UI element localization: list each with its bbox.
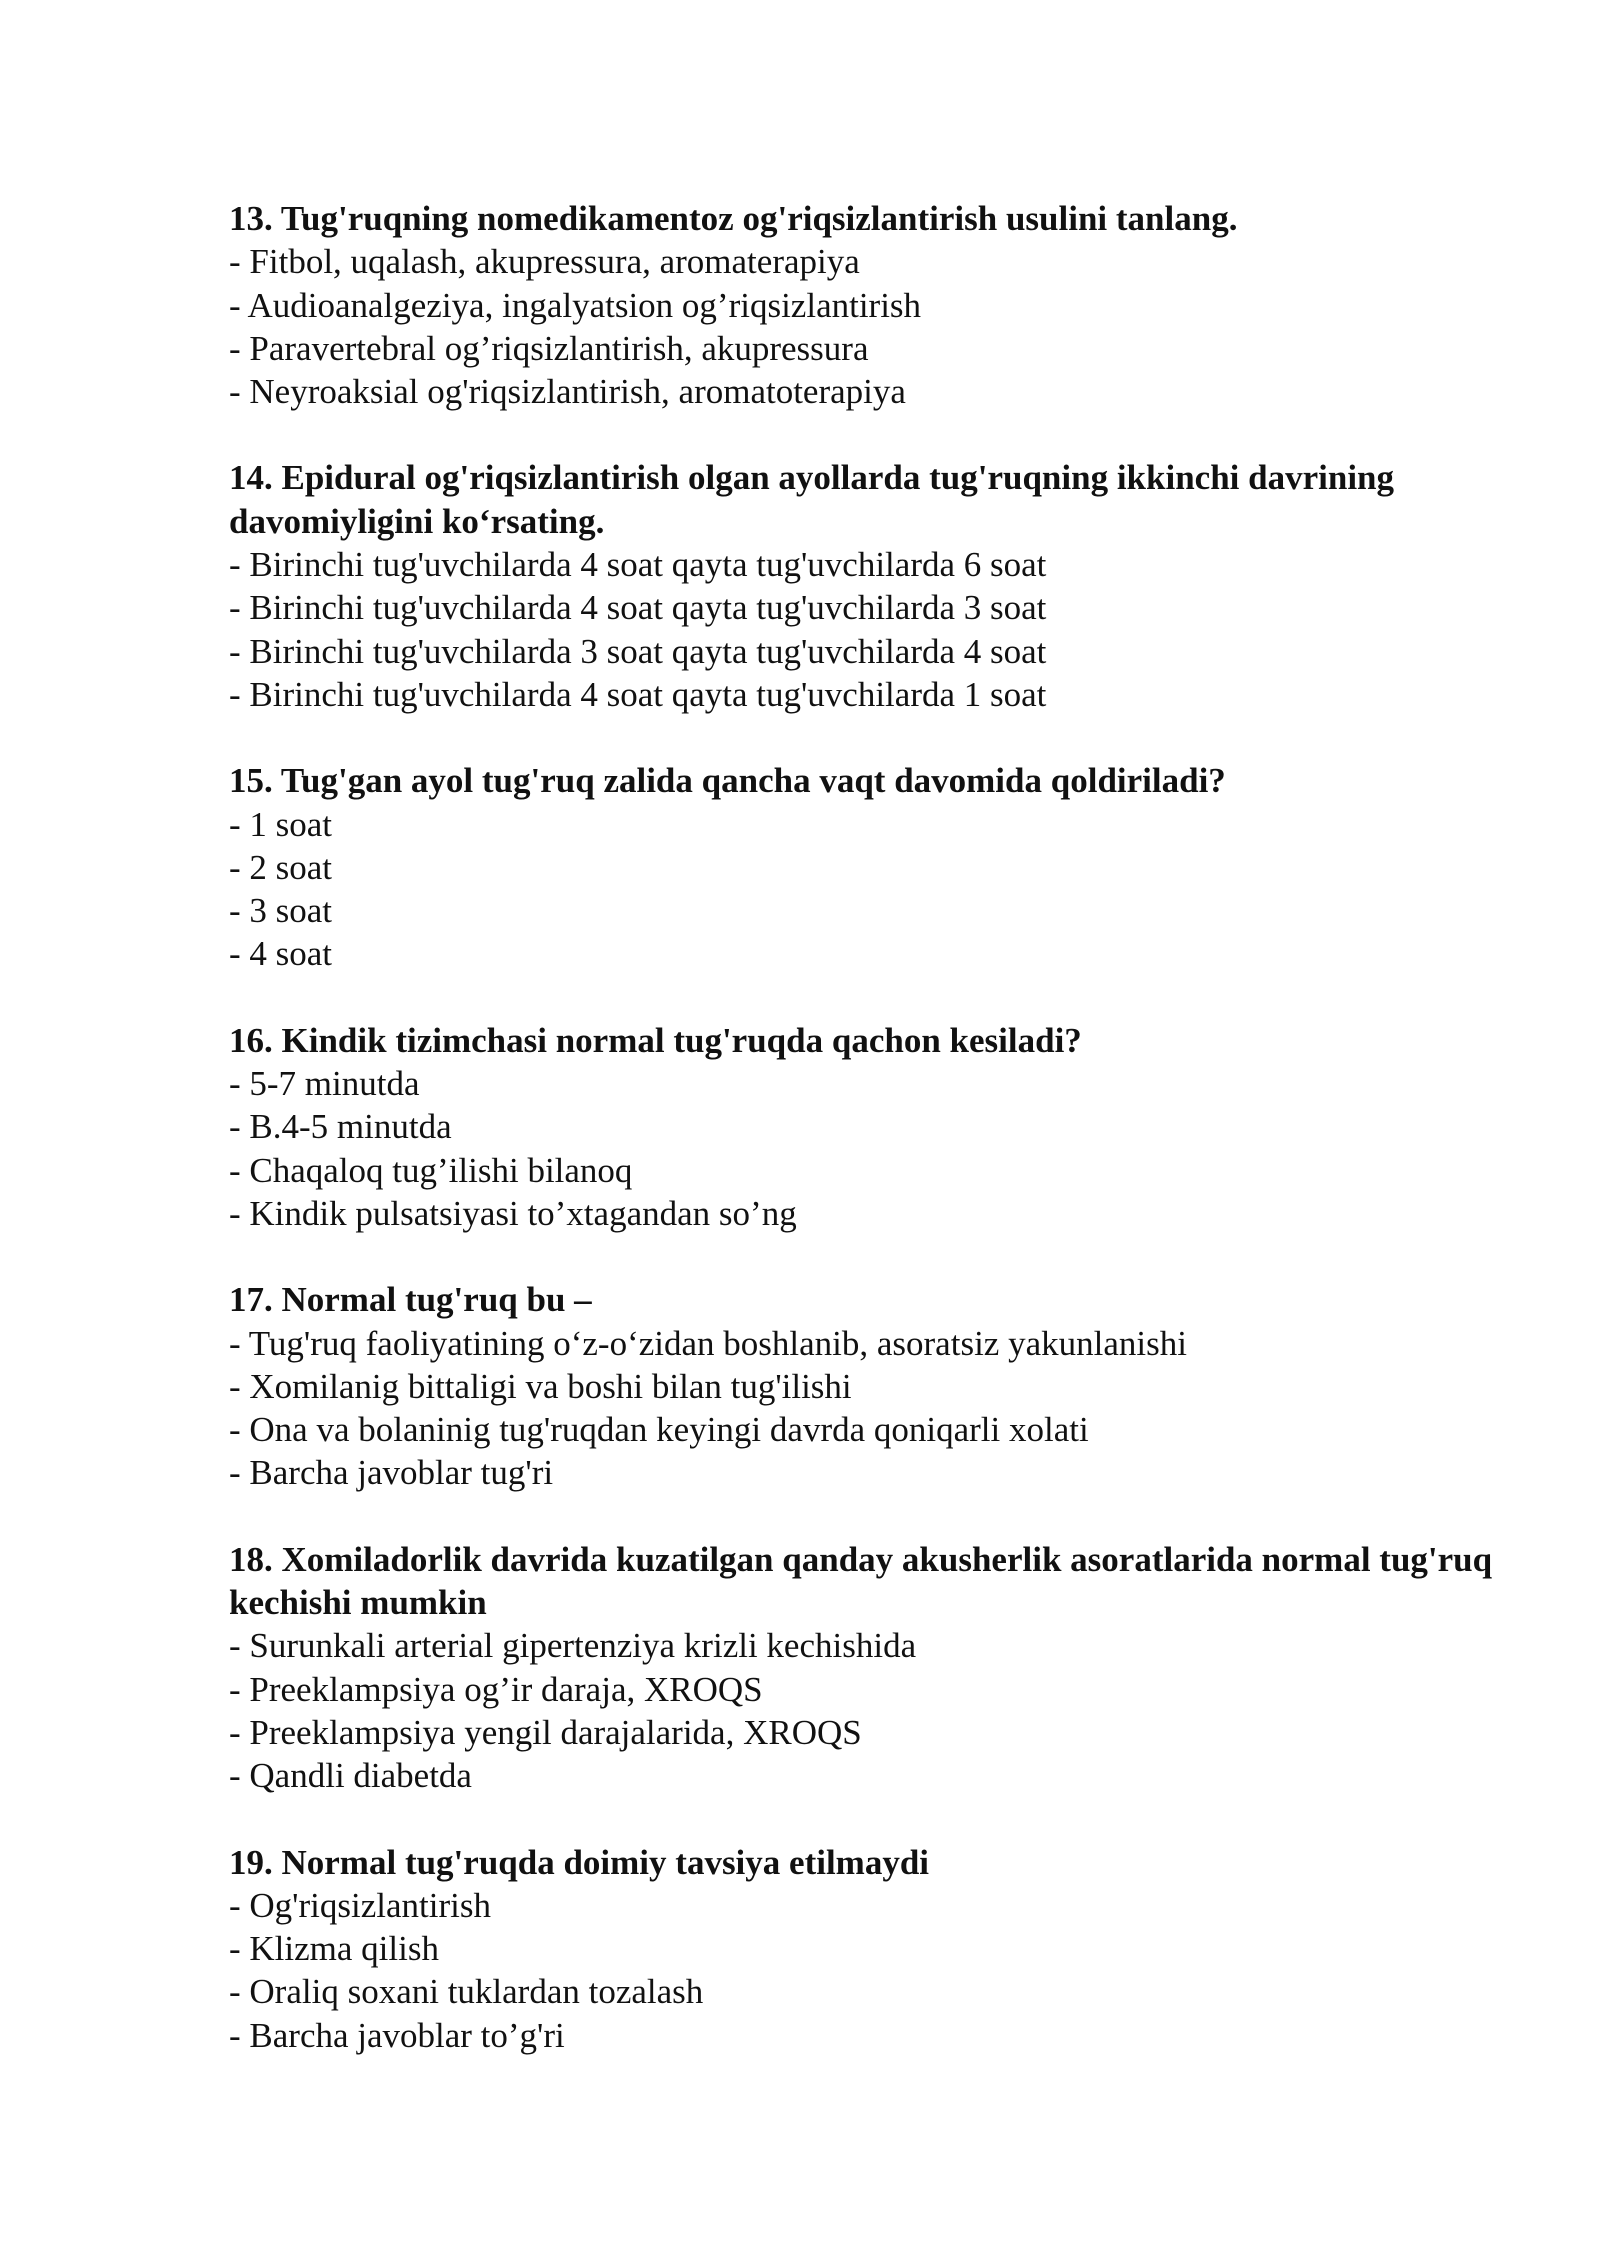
answer-option: - 1 soat <box>229 804 333 844</box>
answer-option: - B.4-5 minutda <box>229 1107 452 1147</box>
answer-option: - Preeklampsiya yengil darajalarida, XROQS <box>229 1712 862 1752</box>
answer-options <box>229 543 1529 716</box>
question-title: 14. Epidural og'riqsizlantirish olgan ayollarda tug'ruqning ikkinchi davrining davomiyligini ko‘rsating. <box>229 458 1395 541</box>
answer-option: - Og'riqsizlantirish <box>229 1885 491 1925</box>
question-14 <box>229 456 1529 716</box>
question-title: 13. Tug'ruqning nomedikamentoz og'riqsizlantirish usulini tanlang. <box>229 199 1238 238</box>
answer-option: - Birinchi tug'uvchilarda 4 soat qayta tug'uvchilarda 6 soat <box>229 545 1047 585</box>
answer-option: - Chaqaloq tug’ilishi bilanoq <box>229 1150 633 1190</box>
question-16 <box>229 1019 1529 1235</box>
answer-option: - Fitbol, uqalash, akupressura, aromaterapiya <box>229 242 860 282</box>
question-18 <box>229 1538 1529 1798</box>
question-title: 19. Normal tug'ruqda doimiy tavsiya etilmaydi <box>229 1842 930 1882</box>
answer-option: - 4 soat <box>229 934 333 974</box>
answer-option: - Barcha javoblar to’g'ri <box>229 2015 565 2055</box>
answer-option: - Neyroaksial og'riqsizlantirish, aromatoterapiya <box>229 372 906 412</box>
answer-options <box>229 1884 1529 2057</box>
question-17 <box>229 1278 1529 1494</box>
answer-option: - 5-7 minutda <box>229 1064 420 1104</box>
answer-option: - Xomilanig bittaligi va boshi bilan tug'ilishi <box>229 1366 852 1406</box>
answer-option: - Ona va bolaninig tug'ruqdan keyingi davrda qoniqarli xolati <box>229 1410 1089 1450</box>
question-title: 17. Normal tug'ruq bu – <box>229 1280 592 1320</box>
question-title: 15. Tug'gan ayol tug'ruq zalida qancha vaqt davomida qoldiriladi? <box>229 761 1226 801</box>
question-13 <box>229 197 1529 413</box>
question-title: 18. Xomiladorlik davrida kuzatilgan qanday akusherlik asoratlarida normal tug'ruq kechishi mumkin <box>229 1539 1493 1623</box>
answer-option: - 3 soat <box>229 891 333 931</box>
answer-option: - Tug'ruq faoliyatining o‘z-o‘zidan boshlanib, asoratsiz yakunlanishi <box>229 1323 1187 1363</box>
answer-options <box>229 1322 1529 1495</box>
answer-option: - Oraliq soxani tuklardan tozalash <box>229 1972 704 2012</box>
answer-option: - Klizma qilish <box>229 1929 439 1969</box>
answer-option: - Paravertebral og’riqsizlantirish, akupressura <box>229 328 869 368</box>
answer-option: - 2 soat <box>229 847 333 887</box>
answer-option: - Birinchi tug'uvchilarda 4 soat qayta tug'uvchilarda 1 soat <box>229 674 1047 714</box>
answer-option: - Birinchi tug'uvchilarda 3 soat qayta tug'uvchilarda 4 soat <box>229 631 1047 671</box>
answer-option: - Qandli diabetda <box>229 1756 472 1796</box>
answer-options <box>229 1624 1529 1797</box>
question-19 <box>229 1841 1529 2057</box>
question-title: 16. Kindik tizimchasi normal tug'ruqda qachon kesiladi? <box>229 1020 1082 1060</box>
answer-option: - Barcha javoblar tug'ri <box>229 1453 554 1493</box>
answer-options <box>229 803 1529 976</box>
answer-options <box>229 1062 1529 1235</box>
document-page <box>229 197 1529 2100</box>
question-15 <box>229 759 1529 975</box>
answer-option: - Kindik pulsatsiyasi to’xtagandan so’ng <box>229 1193 797 1233</box>
answer-option: - Audioanalgeziya, ingalyatsion og’riqsizlantirish <box>229 285 922 325</box>
answer-options <box>229 240 1529 413</box>
answer-option: - Birinchi tug'uvchilarda 4 soat qayta tug'uvchilarda 3 soat <box>229 588 1047 628</box>
answer-option: - Preeklampsiya og’ir daraja, XROQS <box>229 1669 763 1709</box>
answer-option: - Surunkali arterial gipertenziya krizli kechishida <box>229 1626 917 1666</box>
